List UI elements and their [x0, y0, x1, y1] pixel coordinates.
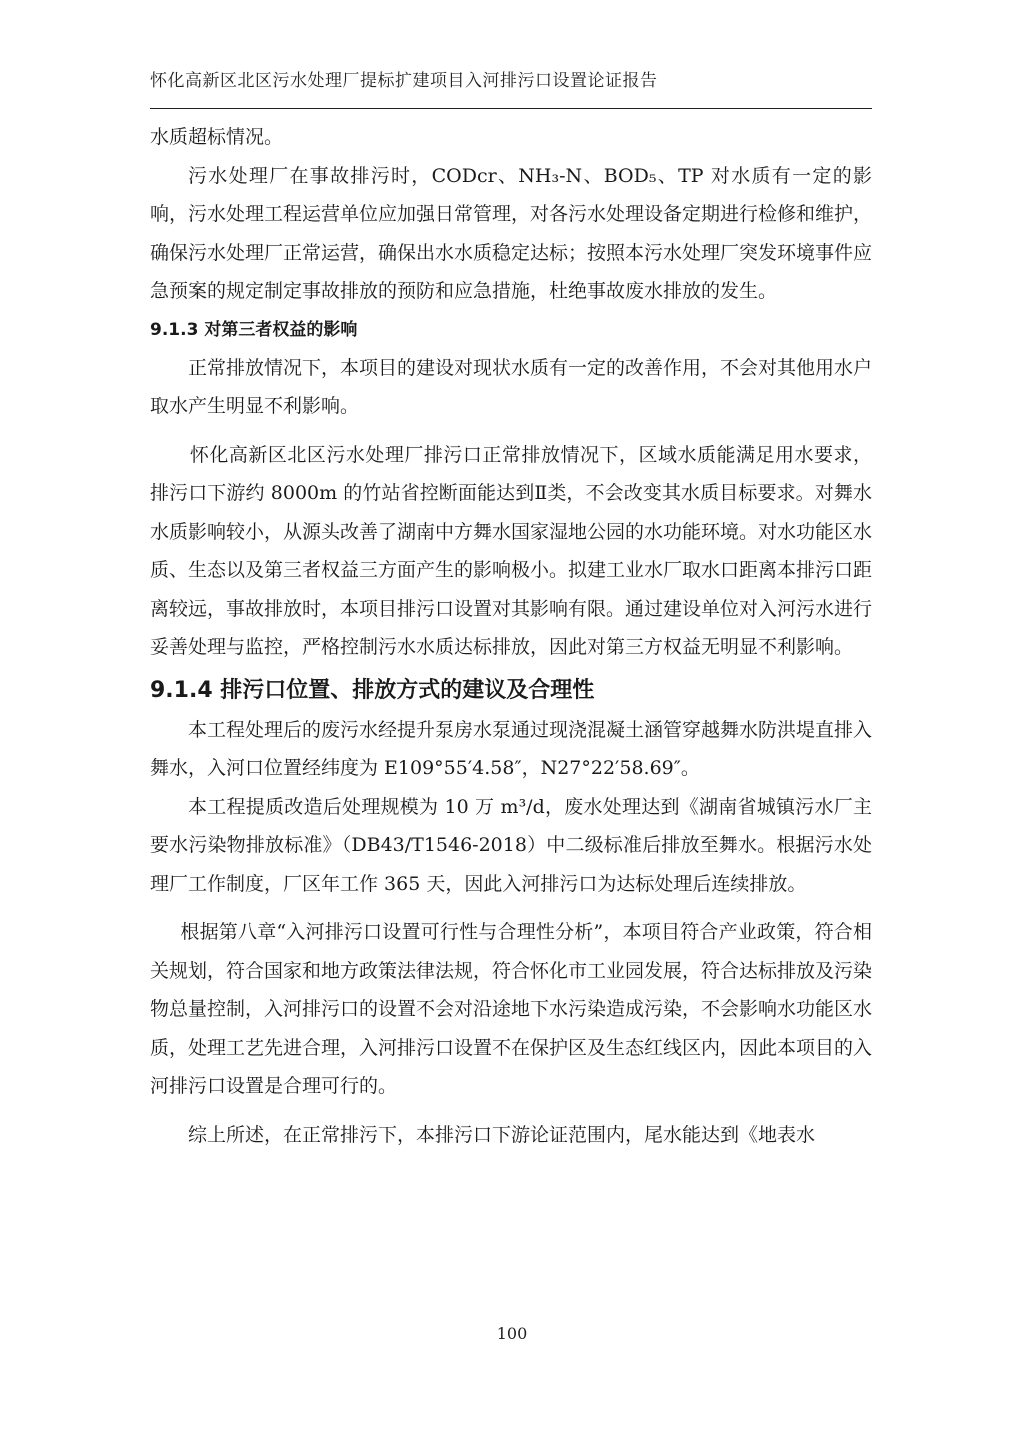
paragraph-chapter-eight-conclusion: 根据第八章“入河排污口设置可行性与合理性分析”，本项目符合产业政策，符合相关规划，符合国家和地方政策法律法规，符合怀化市工业园发展，符合达标排放及污染物总量控制，入河排污口的设置不会对沿途地下水污染造成污染，不会影响水功能区水质，处理工艺先进合理，入河排污口设置不在保护区及生态红线区内，因此本项目的入河排污口设置是合理可行的。: [150, 921, 873, 1097]
paragraph-summary: 综上所述，在正常排污下，本排污口下游论证范围内，尾水能达到《地表水: [188, 1123, 816, 1146]
header-divider: [150, 108, 872, 109]
page-header-title: 怀化高新区北区污水处理厂提标扩建项目入河排污口设置论证报告: [150, 71, 658, 91]
paragraph-normal-discharge: 正常排放情况下，本项目的建设对现状水质有一定的改善作用，不会对其他用水户取水产生明显不利影响。: [150, 356, 873, 417]
paragraph-accident-discharge: 污水处理厂在事故排污时，CODcr、NH₃-N、BOD₅、TP 对水质有一定的影响，污水处理工程运营单位应加强日常管理，对各污水处理设备定期进行检修和维护，确保污水处理厂正常运营，确保出水水质稳定达标；按照本污水处理厂突发环境事件应急预案的规定制定事故排放的预防和应急措施，杜绝事故废水排放的发生。: [150, 164, 873, 302]
page-number: 100: [496, 1324, 528, 1343]
paragraph-water-quality-exceed: 水质超标情况。: [150, 126, 284, 148]
paragraph-treatment-scale: 本工程提质改造后处理规模为 10 万 m³/d，废水处理达到《湖南省城镇污水厂主要水污染物排放标准》（DB43/T1546-2018）中二级标准后排放至舞水。根据污水处理厂工作制度，厂区年工作 365 天，因此入河排污口为达标处理后连续排放。: [150, 795, 872, 895]
document-body: [150, 118, 872, 1154]
section-heading-third-party-rights: 9.1.3 对第三者权益的影响: [150, 319, 358, 340]
paragraph-discharge-route: 本工程处理后的废污水经提升泵房水泵通过现浇混凝土涵管穿越舞水防洪堤直排入舞水，入河口位置经纬度为 E109°55′4.58″，N27°22′58.69″。: [150, 718, 873, 779]
paragraph-outfall-impact: 怀化高新区北区污水处理厂排污口正常排放情况下，区域水质能满足用水要求，排污口下游约 8000m 的竹站省控断面能达到Ⅱ类，不会改变其水质目标要求。对舞水水质影响较小，从源头改善了湖南中方舞水国家湿地公园的水功能环境。对水功能区水质、生态以及第三者权益三方面产生的影响极小。拟建工业水厂取水口距离本排污口距离较远，事故排放时，本项目排污口设置对其影响有限。通过建设单位对入河污水进行妥善处理与监控，严格控制污水水质达标排放，因此对第三方权益无明显不利影响。: [150, 443, 873, 658]
section-heading-outfall-location: 9.1.4 排污口位置、排放方式的建议及合理性: [150, 677, 595, 703]
